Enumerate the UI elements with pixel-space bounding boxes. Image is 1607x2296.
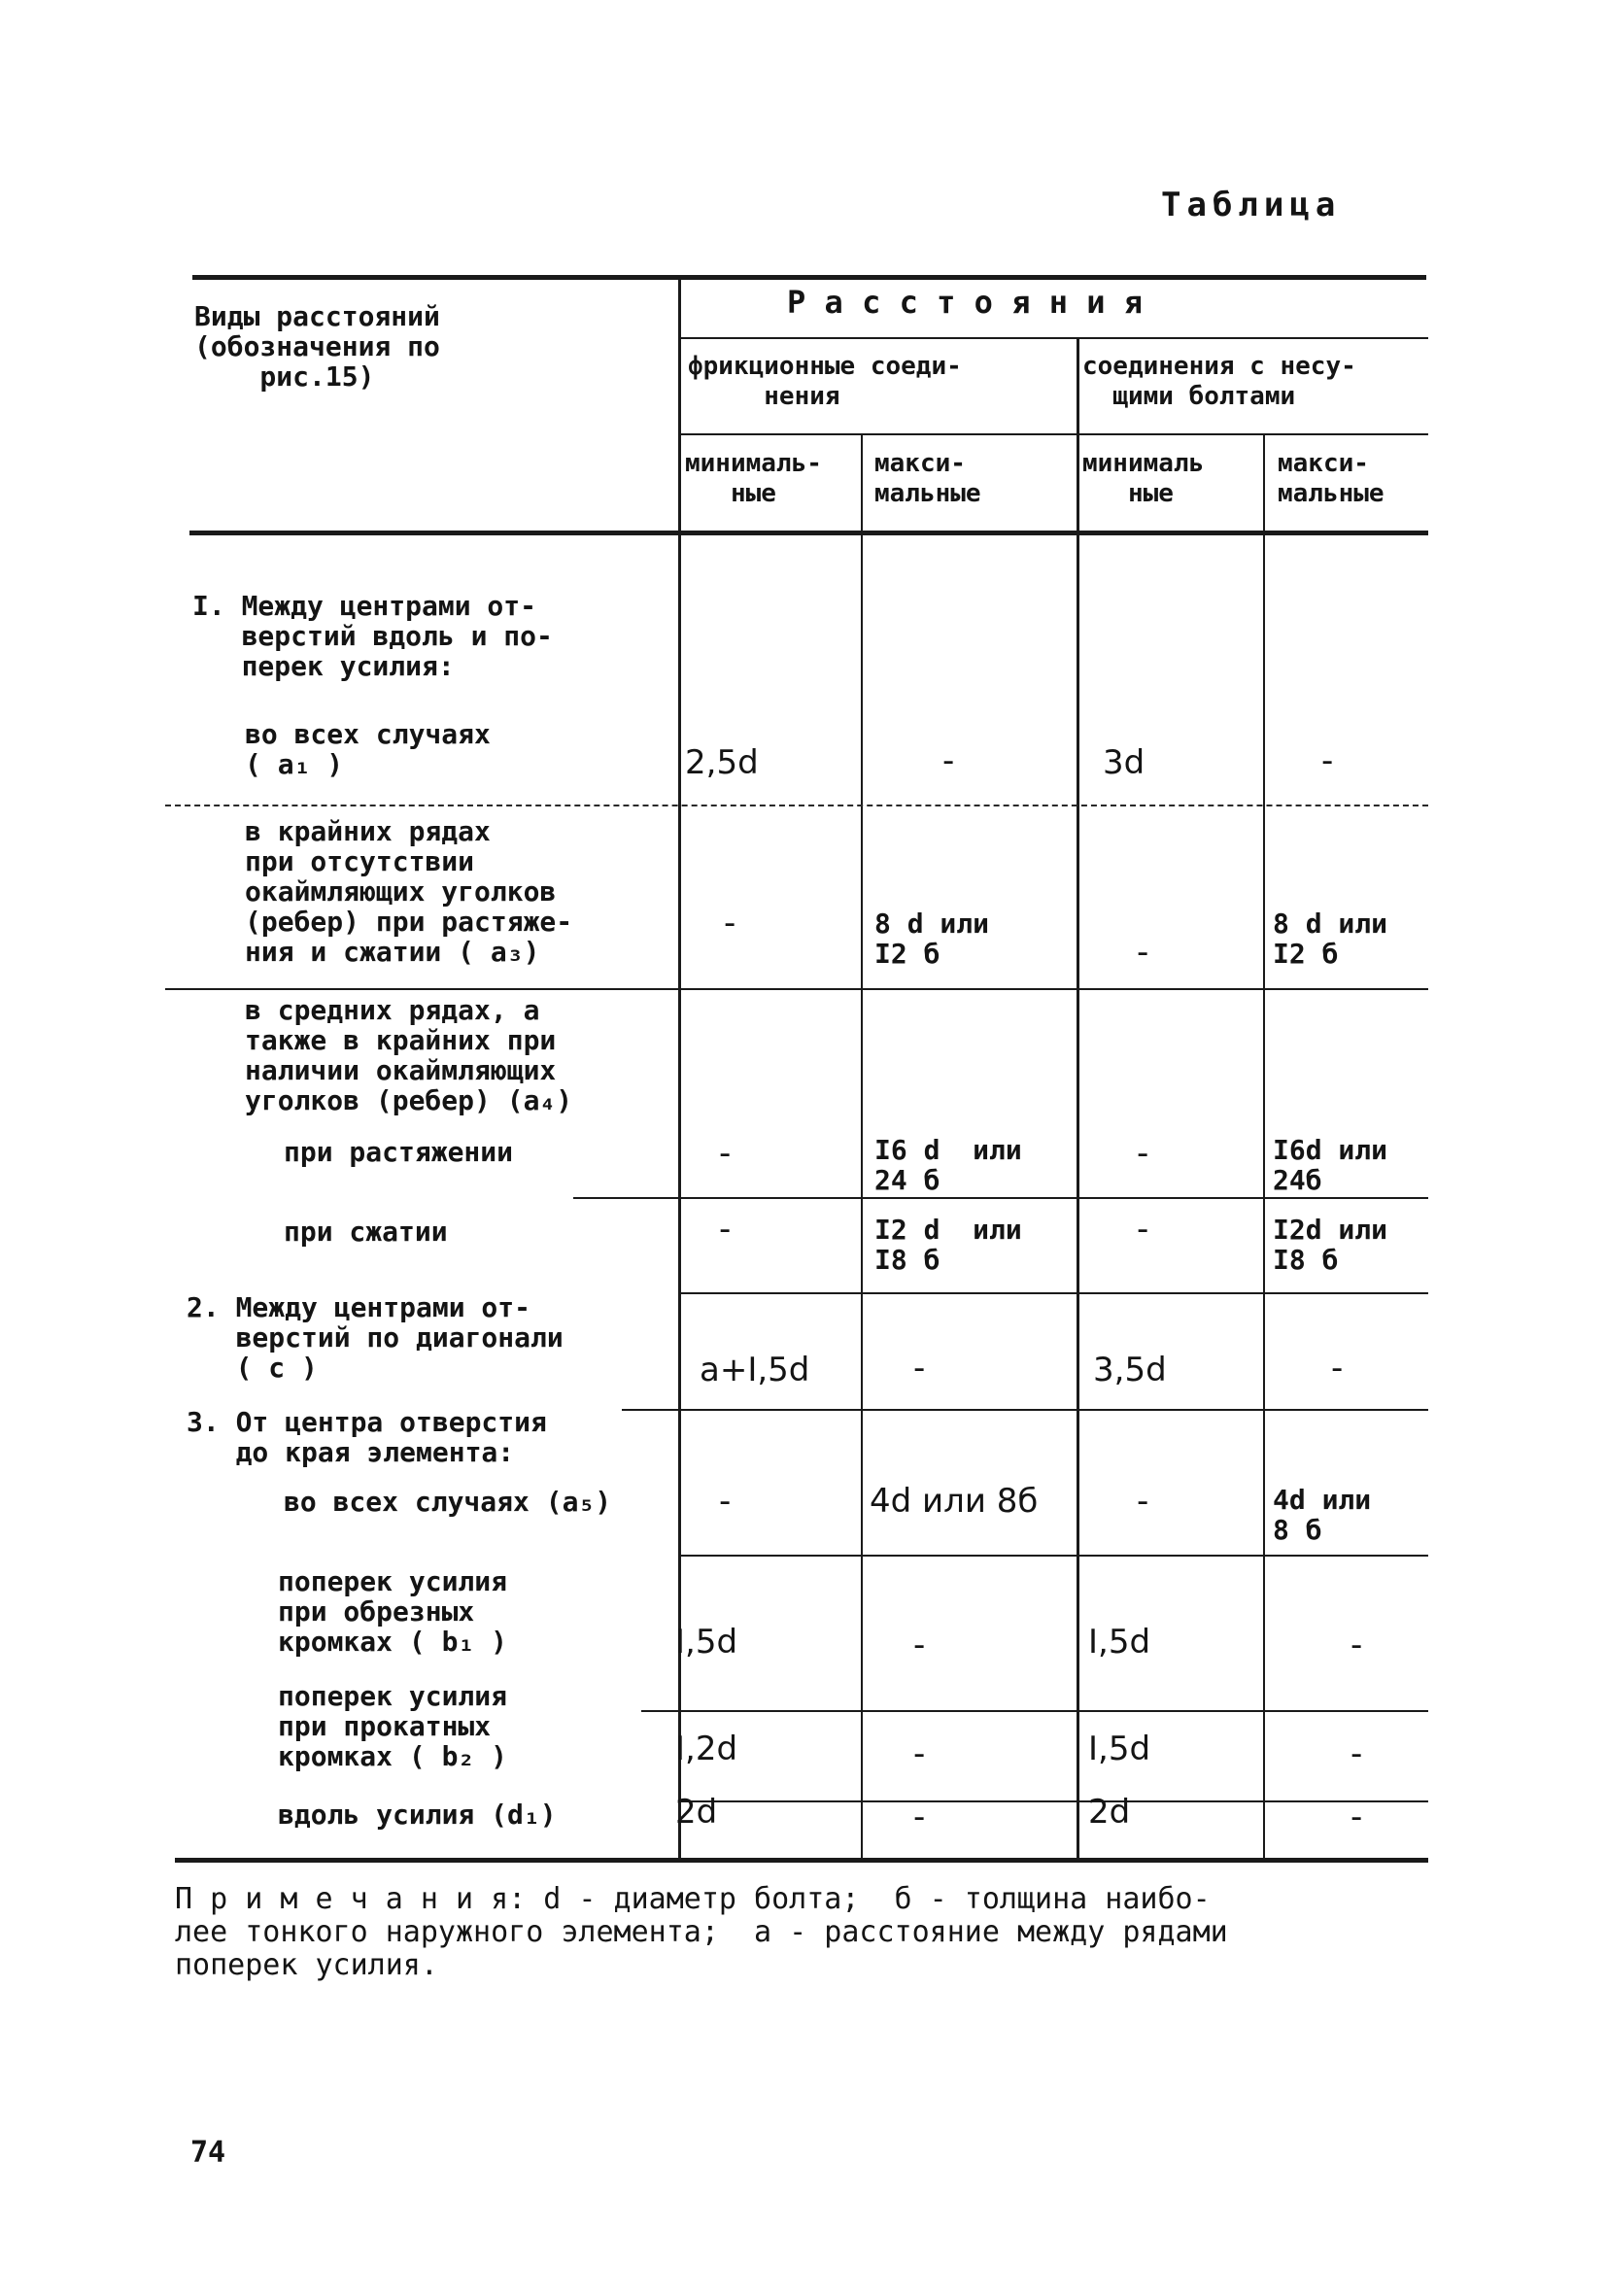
row-label-section-2: 2. Между центрами от- верстий по диагонали ( c ) <box>187 1291 564 1384</box>
row-label: во всех случаях ( a₁ ) <box>245 718 491 780</box>
cell-min-bolted: I,5d <box>1088 1730 1151 1768</box>
cell-min-bolted: I,5d <box>1088 1623 1151 1662</box>
header-group-bolted: соединения с несу- щими болтами <box>1082 352 1356 411</box>
cell-max-bolted: - <box>1321 741 1334 780</box>
header-row-label: Виды расстояний (обозначения по рис.15) <box>194 300 440 393</box>
cell-min-friction: - <box>719 1210 732 1249</box>
cell-min-friction: a+I,5d <box>700 1351 810 1389</box>
row-sep <box>680 1800 1428 1802</box>
cell-min-friction: - <box>719 1482 732 1521</box>
cell-max-friction: - <box>913 1626 926 1664</box>
cell-max-bolted: - <box>1351 1798 1363 1836</box>
row-sep <box>680 1292 1428 1294</box>
cell-min-bolted: 2d <box>1088 1793 1131 1832</box>
col-divider-3 <box>1077 337 1079 1859</box>
cell-max-bolted: I2d или I8 б <box>1273 1214 1388 1276</box>
cell-min-friction: - <box>719 1134 732 1173</box>
cell-min-bolted: - <box>1137 1210 1149 1249</box>
col-divider-1 <box>678 275 681 1859</box>
col-divider-4 <box>1263 433 1265 1859</box>
row-label: при растяжении <box>284 1136 514 1168</box>
row-label-section-3: 3. От центра отверстия до края элемента: <box>187 1406 547 1468</box>
cell-min-friction: - <box>724 904 736 942</box>
header-col-min-1: минималь- ные <box>685 449 822 508</box>
subgroup-rule <box>680 433 1428 435</box>
header-col-max-2: макси- мальные <box>1278 449 1385 508</box>
cell-max-bolted: - <box>1351 1734 1363 1773</box>
row-label: при сжатии <box>284 1216 448 1248</box>
header-col-max-1: макси- мальные <box>874 449 981 508</box>
group-title-rule <box>680 337 1428 339</box>
table-top-rule <box>192 275 1426 280</box>
cell-max-bolted: - <box>1331 1349 1344 1388</box>
row-label: вдоль усилия (d₁) <box>278 1799 557 1831</box>
row-label: в крайних рядах при отсутствии окаймляющих уголков (ребер) при растяже- ния и сжатии ( a₃) <box>245 815 573 968</box>
cell-max-friction: I6 d или 24 б <box>874 1134 1022 1196</box>
table-bottom-rule <box>175 1858 1428 1863</box>
cell-min-friction: 2d <box>675 1793 718 1832</box>
cell-min-friction: I,5d <box>675 1623 738 1662</box>
cell-max-friction: 8 d или I2 б <box>874 908 990 970</box>
row-label: поперек усилия при прокатных кромках ( b₂ ) <box>278 1680 508 1772</box>
header-group-title: Р а с с т о я н и я <box>787 284 1144 321</box>
header-col-min-2: минималь ные <box>1082 449 1205 508</box>
note: П р и м е ч а н и я: d - диаметр болта; б - толщина наибо- лее тонкого наружного элемента; a - расстояние между рядами поперек усилия. <box>175 1882 1228 1982</box>
cell-max-bolted: 4d или 8 б <box>1273 1484 1372 1546</box>
cell-min-bolted: 3d <box>1103 743 1145 782</box>
row-label: в средних рядах, а также в крайних при наличии окаймляющих уголков (ребер) (a₄) <box>245 994 573 1116</box>
cell-min-friction: 2,5d <box>685 743 759 782</box>
cell-max-friction: 4d или 8б <box>870 1482 1039 1521</box>
row-sep <box>165 805 1428 806</box>
cell-max-friction: - <box>913 1798 926 1836</box>
cell-min-bolted: - <box>1137 933 1149 972</box>
row-label-section-1: I. Между центрами от- верстий вдоль и по- перек усилия: <box>192 590 553 682</box>
cell-max-friction: - <box>942 741 955 780</box>
header-bottom-rule <box>189 531 1428 535</box>
cell-min-bolted: - <box>1137 1482 1149 1521</box>
row-sep <box>573 1197 1428 1199</box>
cell-min-friction: I,2d <box>675 1730 738 1768</box>
header-group-friction: фрикционные соеди- нения <box>688 352 962 411</box>
row-sep <box>680 1555 1428 1557</box>
page-number: 74 <box>190 2136 226 2170</box>
row-sep <box>165 988 1428 990</box>
cell-min-bolted: - <box>1137 1134 1149 1173</box>
cell-max-bolted: - <box>1351 1626 1363 1664</box>
cell-min-bolted: 3,5d <box>1093 1351 1167 1389</box>
row-sep <box>622 1409 1428 1411</box>
cell-max-friction: I2 d или I8 б <box>874 1214 1022 1276</box>
table-label: Таблица <box>1161 186 1342 224</box>
cell-max-friction: - <box>913 1734 926 1773</box>
row-label: во всех случаях (a₅) <box>284 1486 612 1518</box>
cell-max-friction: - <box>913 1349 926 1388</box>
col-divider-2 <box>861 433 863 1859</box>
cell-max-bolted: 8 d или I2 б <box>1273 908 1388 970</box>
cell-max-bolted: I6d или 24б <box>1273 1134 1388 1196</box>
row-label: поперек усилия при обрезных кромках ( b₁ ) <box>278 1565 508 1658</box>
row-sep <box>641 1710 1428 1712</box>
